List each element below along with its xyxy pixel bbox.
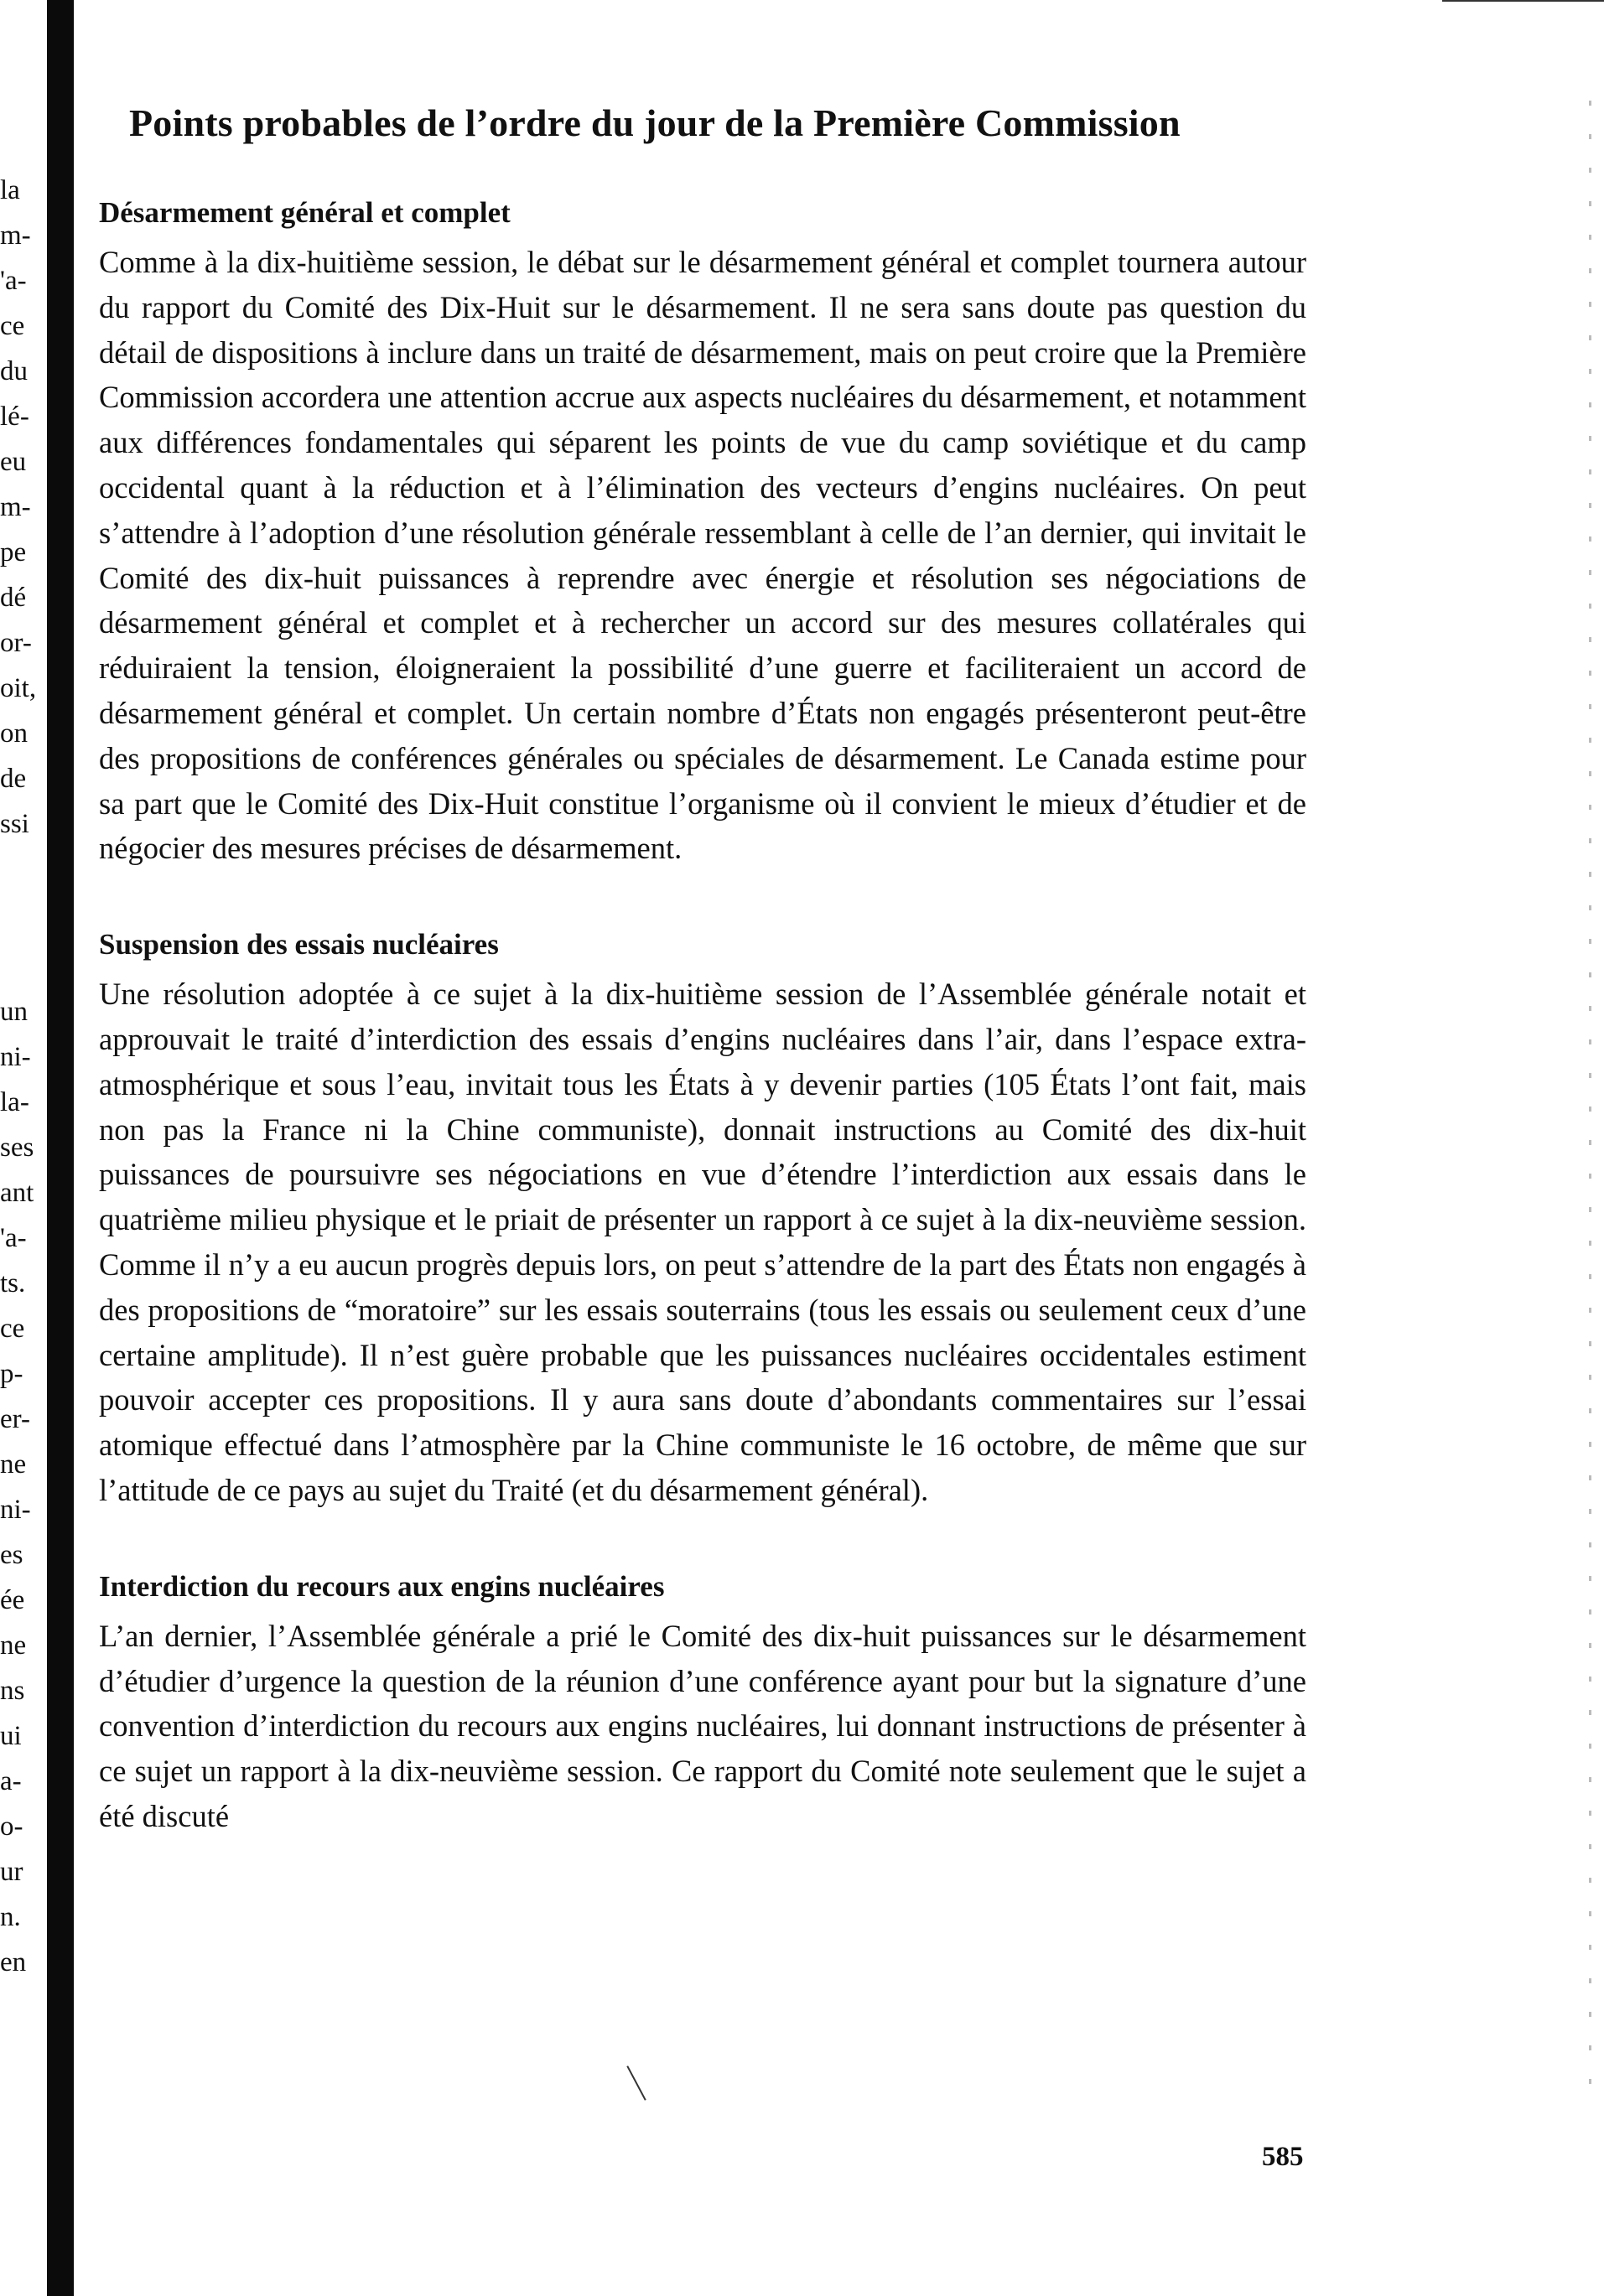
margin-fragment: p- <box>0 1359 23 1389</box>
margin-fragment: ses <box>0 1132 34 1163</box>
margin-fragment: es <box>0 1540 23 1570</box>
margin-fragment: oit, <box>0 673 37 703</box>
margin-fragment: du <box>0 356 28 386</box>
margin-fragment: dé <box>0 583 27 613</box>
margin-fragment: m- <box>0 492 31 522</box>
page-title: Points probables de l’ordre du jour de la Première Commission <box>129 101 1181 144</box>
margin-fragment: ne <box>0 1449 27 1480</box>
stray-pen-mark <box>626 2065 646 2101</box>
margin-fragment: la- <box>0 1087 29 1117</box>
margin-fragment: ni- <box>0 1042 31 1072</box>
margin-fragment: ée <box>0 1585 25 1615</box>
margin-fragment: ssi <box>0 809 29 839</box>
margin-fragment: ant <box>0 1178 34 1208</box>
margin-fragment: lé- <box>0 402 29 432</box>
margin-fragment: o- <box>0 1811 23 1842</box>
margin-fragment: ts. <box>0 1268 26 1298</box>
margin-fragment: er- <box>0 1404 30 1434</box>
margin-fragment: un <box>0 997 28 1027</box>
margin-fragment: ne <box>0 1630 27 1661</box>
margin-fragment: pe <box>0 537 27 568</box>
margin-fragment: or- <box>0 628 32 658</box>
margin-fragment: en <box>0 1947 27 1977</box>
margin-fragment: a- <box>0 1766 22 1796</box>
section-body: L’an dernier, l’Assemblée générale a prié le Comité des dix-huit puissances sur le désarmement d’étudier d’urgence la question de la réunion d’une conférence ayant pour but la signature d’une convention d’interdiction du recours aux engins nucléaires, lui donnant instructions de présenter à ce sujet un rapport à la dix-neuvième session. Ce rapport du Comité note seulement que le sujet a été discuté <box>99 1618 1306 1833</box>
top-edge-rule <box>1442 0 1604 2</box>
section-heading: Désarmement général et complet <box>99 196 511 229</box>
section-body: Une résolution adoptée à ce sujet à la dix-huitième session de l’Assemblée générale notait et approuvait le traité d’interdiction des essais d’engins nucléaires dans l’air, dans l’espace extra-atmosphérique et sous l’eau, invitait tous les États à y devenir parties (105 États l’ont fait, mais non pas la France ni la Chine communiste), donnait instructions au Comité des dix-huit puissances de poursuivre ses négociations en vue d’étendre l’interdiction aux essais dans le quatrième milieu physique et le priait de présenter un rapport à ce sujet à la dix-neuvième session. Comme il n’y a eu aucun progrès depuis lors, on peut s’attendre de la part des États non engagés à des propositions de “moratoire” sur les essais souterrains (tous les essais ou seulement ceux d’une certaine amplitude). Il n’est guère probable que les puissances nucléaires occidentales estiment pouvoir accepter ces propositions. Il y aura sans doute d’abondants commentaires sur l’essai atomique effectué dans l’atmosphère par la Chine communiste le 16 octobre, de même que sur l’attitude de ce pays au sujet du Traité (et du désarmement général). <box>99 977 1306 1507</box>
margin-fragment: ce <box>0 1314 25 1344</box>
right-edge-speckle <box>1589 101 1591 2112</box>
section-suspension-essais <box>99 923 1306 1513</box>
margin-fragment: 'a- <box>0 1223 27 1253</box>
margin-fragment: n. <box>0 1902 21 1932</box>
margin-fragment: la <box>0 175 20 205</box>
binding-shadow <box>47 0 74 2296</box>
section-interdiction-recours <box>99 1565 1306 1839</box>
margin-fragment: eu <box>0 447 27 477</box>
section-desarmement <box>99 191 1306 871</box>
left-margin-fragments-2 <box>0 989 45 1985</box>
left-margin-fragments-1 <box>0 168 45 847</box>
section-body: Comme à la dix-huitième session, le débat sur le désarmement général et complet tournera autour du rapport du Comité des Dix-Huit sur le désarmement. Il ne sera sans doute pas question du détail de dispositions à inclure dans un traité de désarmement, mais on peut croire que la Première Commission accordera une attention accrue aux aspects nucléaires du désarmement, et notamment aux différences fondamentales qui séparent les points de vue du camp soviétique et du camp occidental quant à la réduction et à l’élimination des vecteurs d’engins nucléaires. On peut s’attendre à l’adoption d’une résolution générale ressemblant à celle de l’an dernier, qui invitait le Comité des dix-huit puissances à reprendre avec énergie et résolution ses négociations de désarmement général et complet et à rechercher un accord sur des mesures collatérales qui réduiraient la tension, éloigneraient la possibilité d’une guerre et faciliteraient un accord de désarmement général et complet. Un certain nombre d’États non engagés présenteront peut-être des propositions de conférences générales ou spéciales de désarmement. Le Canada estime pour sa part que le Comité des Dix-Huit constitue l’organisme où il convient le mieux d’étudier et de négocier des mesures précises de désarmement. <box>99 245 1306 866</box>
margin-fragment: ns <box>0 1676 25 1706</box>
margin-fragment: ce <box>0 311 25 341</box>
margin-fragment: ni- <box>0 1495 31 1525</box>
page-number: 585 <box>1262 2142 1304 2172</box>
margin-fragment: ui <box>0 1721 22 1751</box>
margin-fragment: de <box>0 764 27 794</box>
margin-fragment: 'a- <box>0 266 27 296</box>
margin-fragment: ur <box>0 1857 23 1887</box>
margin-fragment: m- <box>0 220 31 251</box>
section-heading: Interdiction du recours aux engins nucléaires <box>99 1569 665 1603</box>
margin-fragment: on <box>0 718 28 749</box>
page-content <box>99 101 1306 1891</box>
section-heading: Suspension des essais nucléaires <box>99 928 499 961</box>
